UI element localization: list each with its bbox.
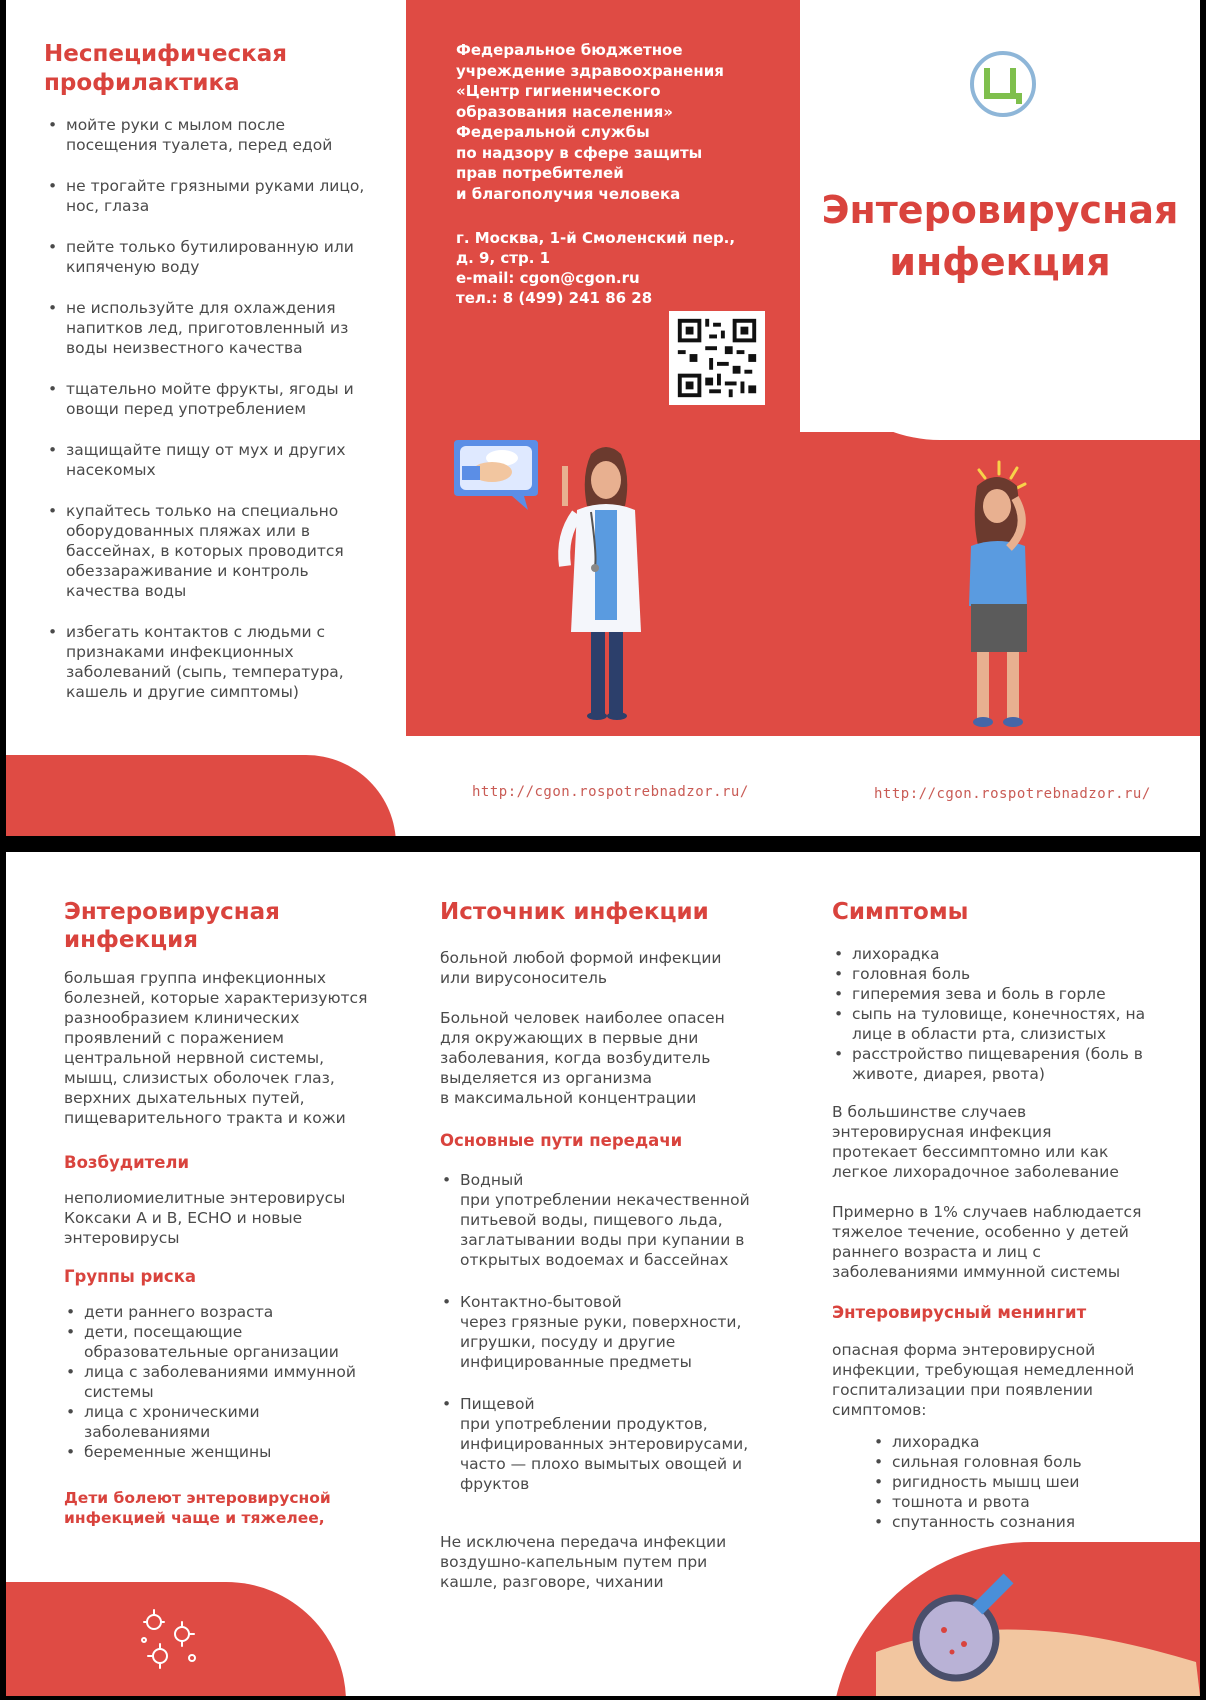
prevention-item: • пейте только бутилированную или кипяченую воду <box>46 237 381 277</box>
airborne-line: Не исключена передача инфекции <box>440 1533 727 1551</box>
handwash-bubble-icon <box>452 436 542 514</box>
doctor-illustration <box>551 446 661 724</box>
meningitis-symptom-item: • сильная головная боль <box>872 1452 1162 1472</box>
girl-headache-illustration <box>941 456 1051 734</box>
contagious-period-text <box>440 1008 780 1108</box>
airborne-line: кашле, разговоре, чихании <box>440 1573 664 1591</box>
severe-line: заболеваниями иммунной системы <box>832 1263 1121 1281</box>
meningitis-symptom-item: • спутанность сознания <box>872 1512 1162 1532</box>
contagious-line: Больной человек наиболее опасен <box>440 1009 725 1027</box>
meningitis-symptom-item: • ригидность мышц шеи <box>872 1472 1162 1492</box>
symptom-item: • расстройство пищеварения (боль в животе, диарея, рвота) <box>832 1044 1162 1084</box>
qr-code-icon <box>669 311 765 405</box>
cover-title <box>800 184 1200 288</box>
address-line: e-mail: cgon@cgon.ru <box>456 269 640 287</box>
symptom-item: • гиперемия зева и боль в горле <box>832 984 1162 1004</box>
organization-line: по надзору в сфере защиты <box>456 143 703 162</box>
infection-source-text <box>440 948 780 988</box>
organization-line: «Центр гигиенического <box>456 82 661 100</box>
contagious-line: заболевания, когда возбудитель <box>440 1049 711 1067</box>
definition-line: верхних дыхательных путей, <box>64 1089 305 1107</box>
severe-line: Примерно в 1% случаев наблюдается <box>832 1203 1142 1221</box>
decor-blob <box>6 755 396 836</box>
route-name: • Контактно-бытовой <box>460 1293 622 1311</box>
risk-group-item: • дети раннего возраста <box>64 1302 384 1322</box>
virus-icon <box>136 1606 206 1678</box>
risk-group-item: • лица с заболеваниями иммунной системы <box>64 1362 384 1402</box>
risk-group-item: • беременные женщины <box>64 1442 384 1462</box>
address-line: тел.: 8 (499) 241 86 28 <box>456 289 653 307</box>
prevention-item: • не трогайте грязными руками лицо, нос, глаза <box>46 176 381 216</box>
organization-info <box>456 40 756 204</box>
route-description: через грязные руки, поверхности, игрушки, посуду и другие инфицированные предметы <box>460 1313 742 1371</box>
route-description: при употреблении некачественной питьевой воды, пищевого льда, заглатывании воды при купании в открытых водоемах и бассейнах <box>460 1191 750 1269</box>
cover-title-line1: Энтеровирусная <box>821 188 1179 232</box>
address-line: г. Москва, 1-й Смоленский пер., <box>456 229 736 247</box>
organization-line: Федеральное бюджетное <box>456 41 683 59</box>
meningitis-symptom-item: • лихорадка <box>872 1432 1162 1452</box>
route-description: при употреблении продуктов, инфицированных энтеровирусами, часто — плохо вымытых овощей и фруктов <box>460 1415 749 1493</box>
enterovirus-title <box>64 898 384 954</box>
symptom-item: • головная боль <box>832 964 1162 984</box>
route-name: • Водный <box>460 1171 524 1189</box>
source-line: или вирусоноситель <box>440 969 608 987</box>
prevention-item: • тщательно мойте фрукты, ягоды и овощи перед употреблением <box>46 379 381 419</box>
route-name: • Пищевой <box>460 1395 535 1413</box>
asymptomatic-line: В большинстве случаев <box>832 1103 1027 1121</box>
brochure-outer-sheet <box>6 0 1200 836</box>
transmission-route-item <box>440 1170 780 1270</box>
address-line: д. 9, стр. 1 <box>456 249 551 267</box>
asymptomatic-line: энтеровирусная инфекция <box>832 1123 1052 1141</box>
cgon-logo-icon <box>969 50 1037 118</box>
meningitis-line: опасная форма энтеровирусной <box>832 1341 1096 1359</box>
airborne-transmission-text <box>440 1532 780 1592</box>
symptoms-list <box>832 944 1162 1084</box>
website-link-left[interactable]: http://cgon.rospotrebnadzor.ru/ <box>472 784 749 800</box>
enterovirus-title-line1: Энтеровирусная <box>64 899 280 925</box>
transmission-route-item <box>440 1394 780 1494</box>
source-line: больной любой формой инфекции <box>440 949 722 967</box>
definition-line: проявлений с поражением <box>64 1029 284 1047</box>
definition-line: болезней, которые характеризуются <box>64 989 368 1007</box>
severe-line: раннего возраста и лиц с <box>832 1243 1041 1261</box>
transmission-route-item <box>440 1292 780 1372</box>
organization-line: Федеральной службы <box>456 123 650 141</box>
prevention-item: • купайтесь только на специально оборудованных пляжах или в бассейнах, в которых проводится обеззараживание и контроль качества воды <box>46 501 381 601</box>
meningitis-line: симптомов: <box>832 1401 927 1419</box>
contagious-line: выделяется из организма <box>440 1069 653 1087</box>
website-link-right[interactable]: http://cgon.rospotrebnadzor.ru/ <box>874 786 1151 802</box>
meningitis-text <box>832 1340 1172 1420</box>
transmission-routes-heading: Основные пути передачи <box>440 1131 683 1150</box>
qr-code <box>669 311 765 405</box>
symptoms-title: Симптомы <box>832 899 969 925</box>
risk-groups-list <box>64 1302 384 1462</box>
meningitis-symptoms-list <box>872 1432 1162 1532</box>
symptom-item: • сыпь на туловище, конечностях, на лице в области рта, слизистых <box>832 1004 1162 1044</box>
meningitis-heading: Энтеровирусный менингит <box>832 1303 1087 1322</box>
organization-line: образования населения» <box>456 102 673 121</box>
definition-line: большая группа инфекционных <box>64 969 327 987</box>
rash-magnifier-illustration <box>876 1552 1200 1696</box>
meningitis-symptom-item: • тошнота и рвота <box>872 1492 1162 1512</box>
transmission-routes-list <box>440 1170 780 1516</box>
pathogens-line: Коксаки А и В, ECHO и новые <box>64 1209 303 1227</box>
definition-line: разнообразием клинических <box>64 1009 300 1027</box>
risk-group-item: • лица с хроническими заболеваниями <box>64 1402 384 1442</box>
prevention-item: • избегать контактов с людьми с признаками инфекционных заболеваний (сыпь, температура, кашель и другие симптомы) <box>46 622 381 702</box>
definition-line: мышц, слизистых оболочек глаз, <box>64 1069 335 1087</box>
prevention-item: • мойте руки с мылом после посещения туалета, перед едой <box>46 115 381 155</box>
children-note-line2: инфекцией чаще и тяжелее, <box>64 1509 325 1527</box>
airborne-line: воздушно-капельным путем при <box>440 1553 708 1571</box>
severe-line: тяжелое течение, особенно у детей <box>832 1223 1129 1241</box>
organization-line: и благополучия человека <box>456 184 681 203</box>
risk-groups-heading: Группы риска <box>64 1267 197 1286</box>
brochure-inner-sheet <box>6 852 1200 1696</box>
prevention-column <box>6 0 406 836</box>
children-note <box>64 1488 384 1528</box>
contagious-line: для окружающих в первые дни <box>440 1029 699 1047</box>
definition-line: центральной нервной системы, <box>64 1049 325 1067</box>
asymptomatic-line: легкое лихорадочное заболевание <box>832 1163 1119 1181</box>
prevention-item: • защищайте пищу от мух и других насекомых <box>46 440 381 480</box>
definition-line: пищеварительного тракта и кожи <box>64 1109 346 1127</box>
risk-group-item: • дети, посещающие образовательные организации <box>64 1322 384 1362</box>
pathogens-heading: Возбудители <box>64 1153 190 1172</box>
enterovirus-definition <box>64 968 394 1128</box>
pathogens-line: неполиомиелитные энтеровирусы <box>64 1189 346 1207</box>
cover-title-line2: инфекция <box>889 240 1111 284</box>
organization-line: учреждение здравоохранения <box>456 61 724 80</box>
prevention-item: • не используйте для охлаждения напитков лед, приготовленный из воды неизвестного качества <box>46 298 381 358</box>
infection-source-title: Источник инфекции <box>440 899 709 925</box>
pathogens-text <box>64 1188 394 1248</box>
asymptomatic-line: протекает бессимптомно или как <box>832 1143 1109 1161</box>
asymptomatic-text <box>832 1102 1172 1182</box>
symptom-item: • лихорадка <box>832 944 1162 964</box>
organization-address <box>456 228 766 308</box>
meningitis-line: инфекции, требующая немедленной <box>832 1361 1135 1379</box>
meningitis-line: госпитализации при появлении <box>832 1381 1094 1399</box>
prevention-list <box>46 115 381 723</box>
children-note-line1: Дети болеют энтеровирусной <box>64 1489 331 1507</box>
contagious-line: в максимальной концентрации <box>440 1089 697 1107</box>
enterovirus-title-line2: инфекция <box>64 927 198 953</box>
severe-course-text <box>832 1202 1172 1282</box>
pathogens-line: энтеровирусы <box>64 1229 180 1247</box>
organization-line: прав потребителей <box>456 164 624 182</box>
prevention-title: Неспецифическая профилактика <box>44 41 287 96</box>
